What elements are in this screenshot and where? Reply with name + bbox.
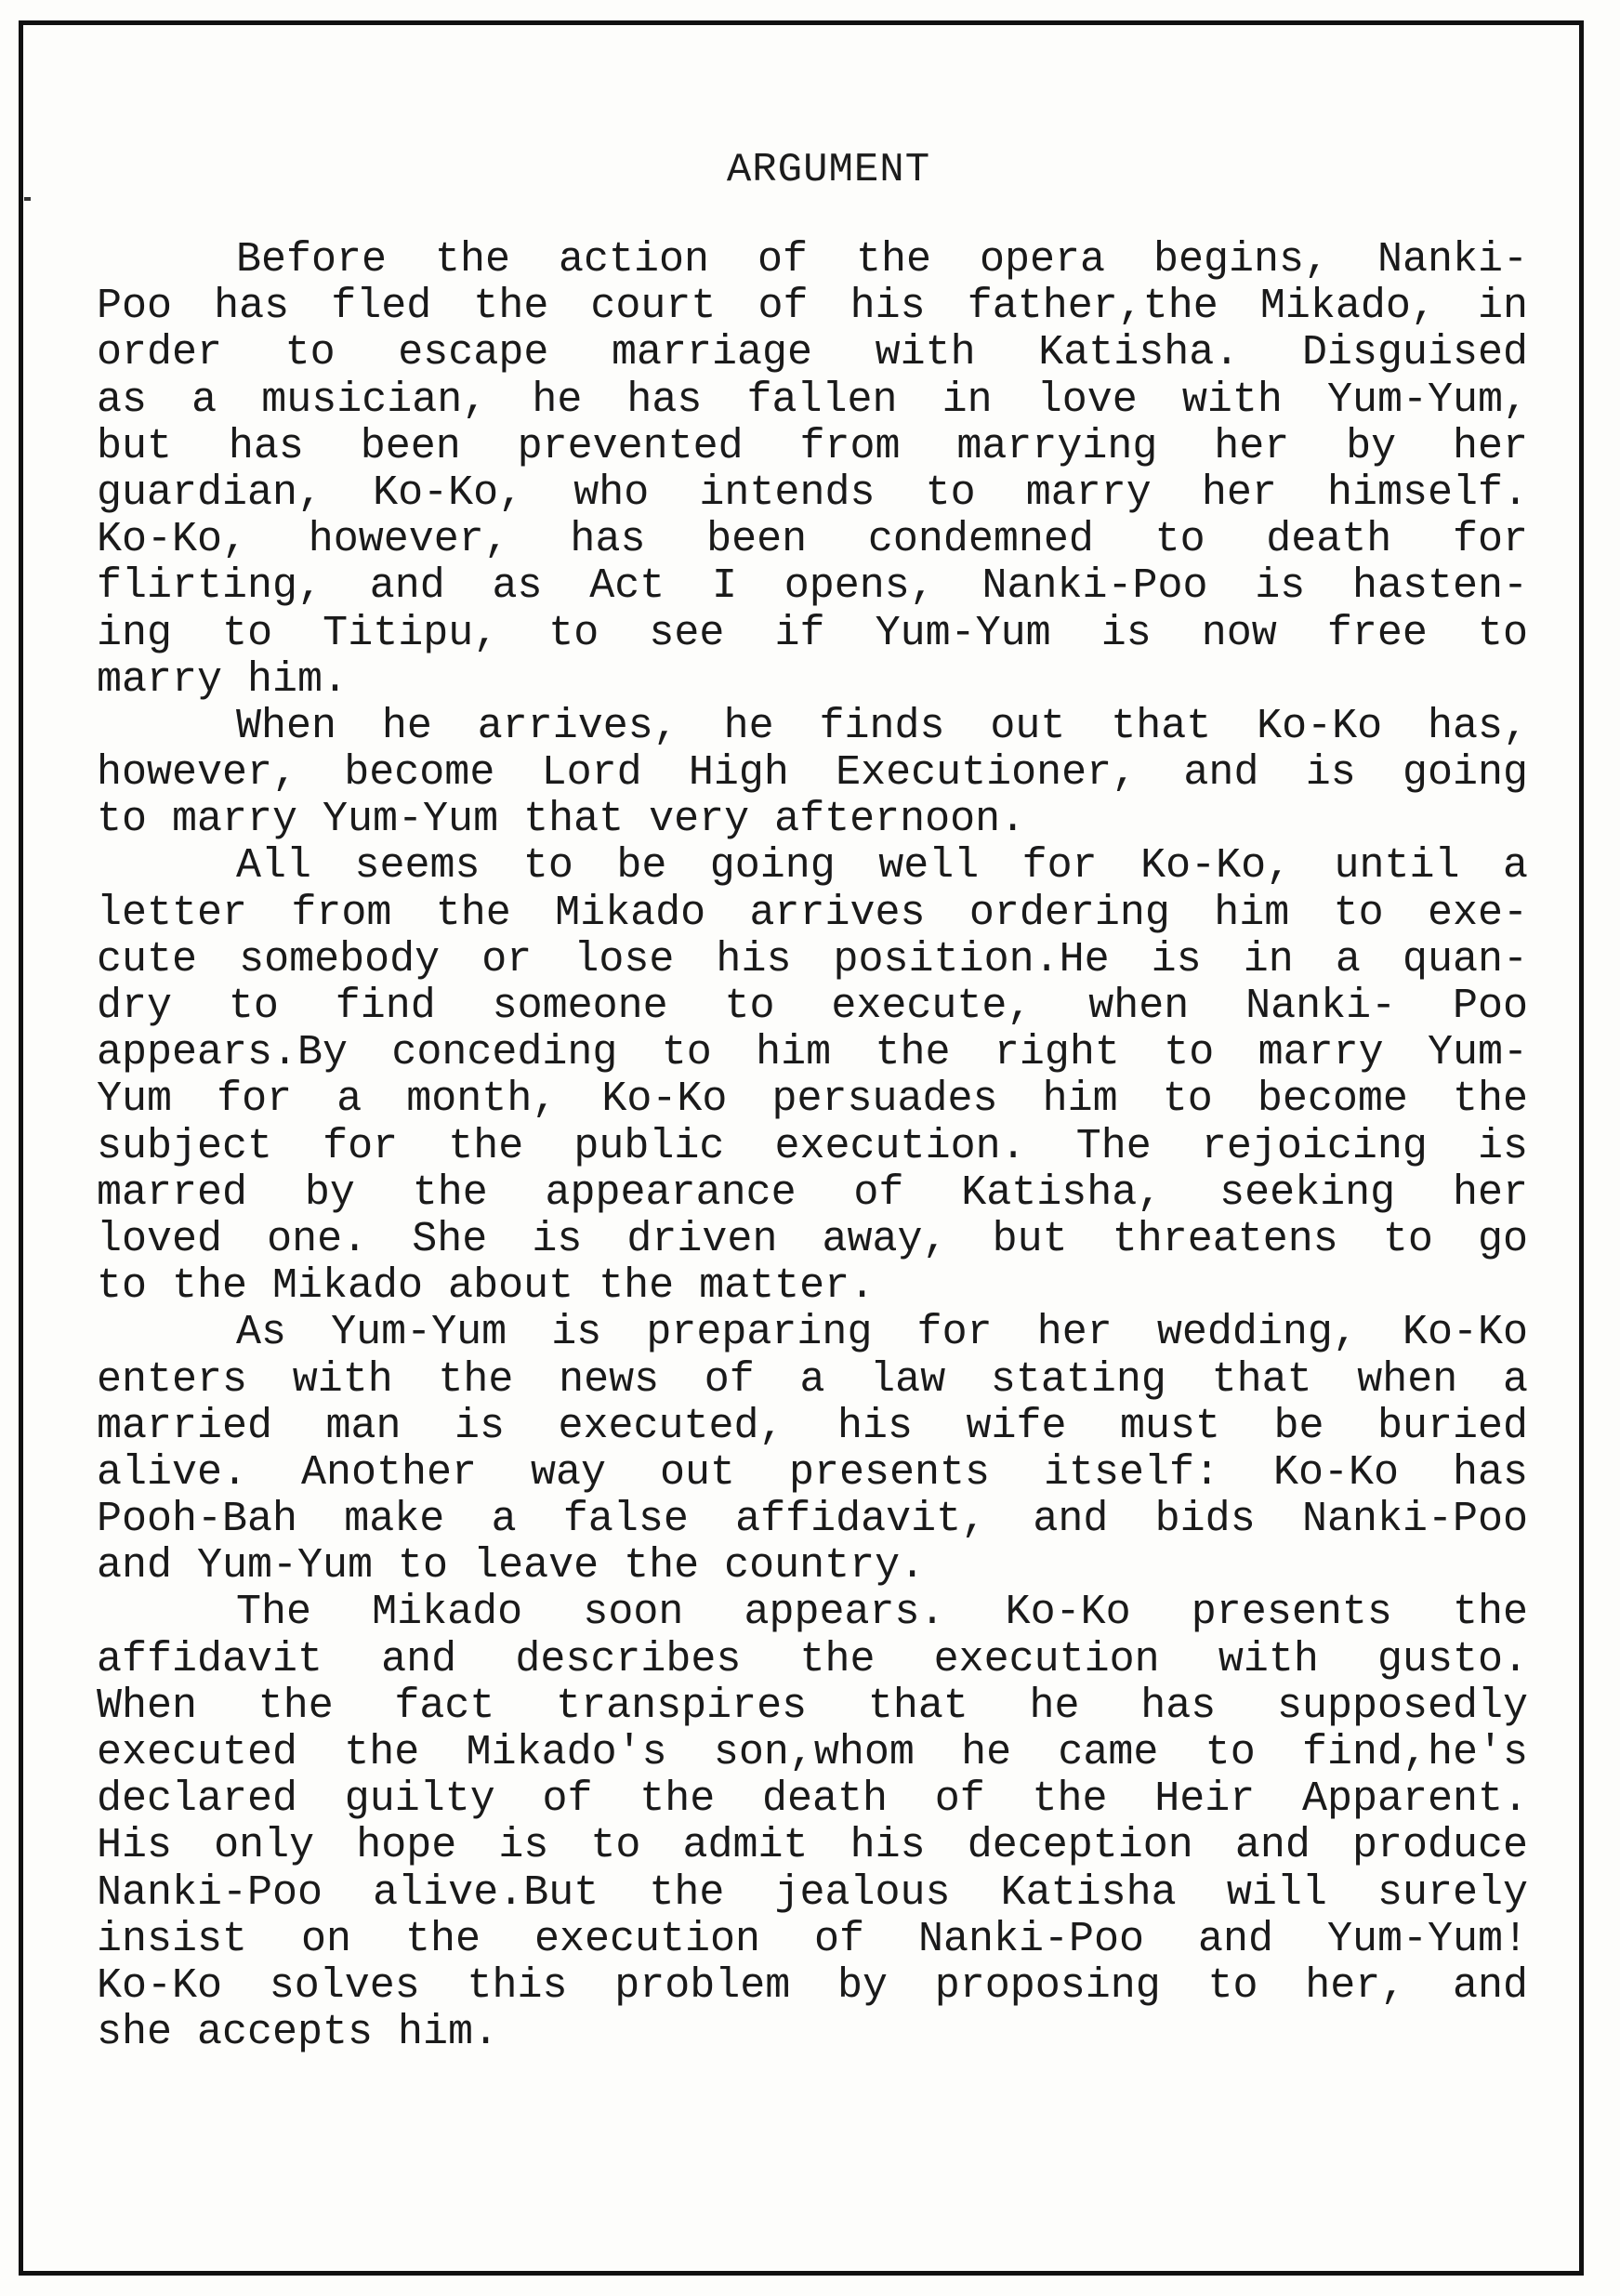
margin-mark	[24, 197, 31, 201]
text-line: Yum for a month, Ko-Ko persuades him to become the	[97, 1075, 1528, 1124]
paragraph	[97, 843, 1528, 1310]
text-line: however, become Lord High Executioner, and is going	[97, 749, 1528, 798]
text-line: When he arrives, he finds out that Ko-Ko has,	[236, 702, 1528, 750]
text-line: As Yum-Yum is preparing for her wedding, Ko-Ko	[236, 1309, 1528, 1357]
text-line: Nanki-Poo alive.But the jealous Katisha will surely	[97, 1868, 1528, 1917]
text-line: Before the action of the opera begins, Nanki-	[236, 236, 1528, 284]
text-line: dry to find someone to execute, when Nanki- Poo	[97, 983, 1528, 1030]
text-line: letter from the Mikado arrives ordering him to exe-	[97, 889, 1528, 937]
text-line: but has been prevented from marrying her by her	[97, 422, 1528, 470]
text-line: to marry Yum-Yum that very afternoon.	[97, 796, 1026, 844]
paragraph	[97, 1590, 1528, 2056]
text-line: The Mikado soon appears. Ko-Ko presents the	[236, 1589, 1528, 1637]
paragraph	[97, 237, 1528, 704]
text-line: Ko-Ko, however, has been condemned to death for	[97, 516, 1528, 564]
text-line: to the Mikado about the matter.	[97, 1262, 876, 1311]
text-line: order to escape marriage with Katisha. Disguised	[97, 329, 1528, 377]
text-line: cute somebody or lose his position.He is in a quan-	[97, 935, 1528, 983]
page-title: ARGUMENT	[726, 147, 931, 193]
text-line: affidavit and describes the execution with gusto.	[97, 1635, 1528, 1683]
text-line: and Yum-Yum to leave the country.	[97, 1542, 926, 1590]
text-line: married man is executed, his wife must be buried	[97, 1402, 1528, 1450]
text-line: subject for the public execution. The rejoicing is	[97, 1122, 1528, 1170]
text-line: alive. Another way out presents itself: Ko-Ko has	[97, 1448, 1528, 1497]
text-line: marry him.	[97, 655, 349, 704]
text-line: When the fact transpires that he has supposedly	[97, 1682, 1528, 1730]
text-line: declared guilty of the death of the Heir Apparent.	[97, 1775, 1528, 1824]
paragraph	[97, 1310, 1528, 1590]
text-line: as a musician, he has fallen in love with Yum-Yum,	[97, 376, 1528, 424]
text-line: enters with the news of a law stating that when a	[97, 1355, 1528, 1404]
text-line: she accepts him.	[97, 2009, 499, 2057]
text-line: loved one. She is driven away, but threatens to go	[97, 1215, 1528, 1263]
text-line: flirting, and as Act I opens, Nanki-Poo is hasten-	[97, 562, 1528, 611]
text-line: guardian, Ko-Ko, who intends to marry her himself.	[97, 468, 1528, 517]
text-line: His only hope is to admit his deception and produce	[97, 1822, 1528, 1870]
text-line: Poo has fled the court of his father,the Mikado, in	[97, 283, 1528, 331]
text-line: marred by the appearance of Katisha, seeking her	[97, 1168, 1528, 1217]
text-line: Pooh-Bah make a false affidavit, and bids Nanki-Poo	[97, 1496, 1528, 1544]
text-line: Ko-Ko solves this problem by proposing to her, and	[97, 1961, 1528, 2010]
text-line: All seems to be going well for Ko-Ko, until a	[236, 842, 1528, 891]
text-line: appears.By conceding to him the right to marry Yum-	[97, 1029, 1528, 1077]
text-line: ing to Titipu, to see if Yum-Yum is now free to	[97, 609, 1528, 657]
paragraph	[97, 704, 1528, 844]
argument-text	[97, 237, 1528, 2056]
text-line: insist on the execution of Nanki-Poo and Yum-Yum!	[97, 1915, 1528, 1963]
text-line: executed the Mikado's son,whom he came to find,he's	[97, 1729, 1528, 1776]
